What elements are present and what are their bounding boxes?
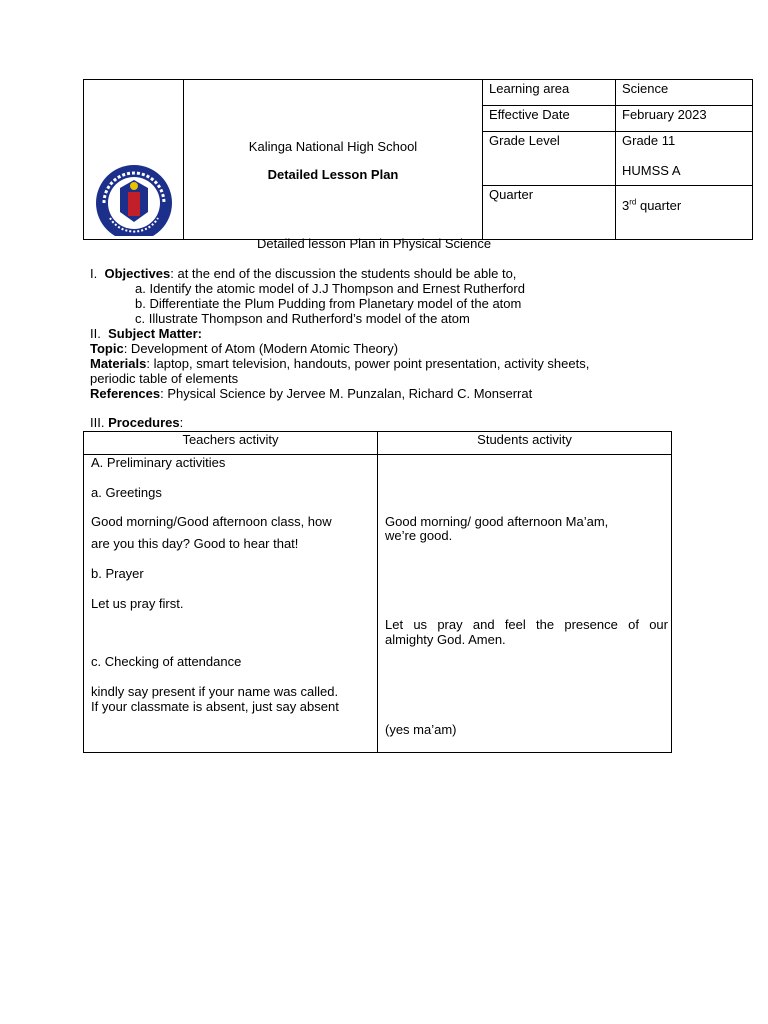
deped-seal-logo — [84, 80, 183, 236]
value-learning-area: Science — [616, 80, 753, 106]
attendance-label: c. Checking of attendance — [91, 654, 242, 669]
teacher-activity-cell — [84, 455, 378, 753]
teacher-attendance-line: If your classmate is absent, just say absent — [91, 699, 339, 714]
teacher-attendance-line: kindly say present if your name was called. — [91, 684, 339, 699]
lesson-plan-title: Detailed Lesson Plan — [267, 167, 399, 182]
prayer-label: b. Prayer — [91, 566, 144, 581]
value-effective-date: February 2023 — [616, 106, 753, 132]
student-attendance-line: (yes ma’am) — [385, 722, 457, 737]
preliminary-activities: A. Preliminary activities — [91, 455, 226, 470]
objective-item: b. Differentiate the Plum Pudding from Planetary model of the atom — [135, 296, 522, 311]
student-greeting-line: Good morning/ good afternoon Ma’am, — [385, 514, 609, 529]
plan-subtitle: Detailed lesson Plan in Physical Science — [257, 236, 492, 251]
objective-item: c. Illustrate Thompson and Rutherford’s model of the atom — [135, 311, 470, 326]
greetings-label: a. Greetings — [91, 485, 162, 500]
label-learning-area: Learning area — [483, 80, 616, 106]
procedures-table — [83, 431, 672, 753]
student-activity-cell — [378, 455, 672, 753]
logo-cell — [84, 80, 184, 240]
references-line: References: Physical Science by Jervee M. Punzalan, Richard C. Monserrat — [90, 386, 533, 401]
objectives-heading: I. Objectives: at the end of the discussion the students should be able to, — [90, 266, 517, 281]
topic-line: Topic: Development of Atom (Modern Atomic Theory) — [90, 341, 399, 356]
school-name: Kalinga National High School — [248, 139, 418, 154]
procedures-heading: III. Procedures: — [90, 415, 184, 430]
teacher-greeting-line: are you this day? Good to hear that! — [91, 536, 299, 551]
materials-line-2: periodic table of elements — [90, 371, 239, 386]
value-quarter: 3rd quarter — [616, 186, 753, 240]
teacher-greeting-line: Good morning/Good afternoon class, how — [91, 514, 332, 529]
school-cell — [184, 80, 483, 240]
teacher-prayer-line: Let us pray first. — [91, 596, 184, 611]
value-grade-level — [616, 132, 753, 186]
label-effective-date: Effective Date — [483, 106, 616, 132]
teacher-column-header: Teachers activity — [84, 432, 378, 455]
student-prayer-line: Let us pray and feel the presence of our — [385, 617, 668, 632]
header-table — [83, 79, 753, 240]
materials-line: Materials: laptop, smart television, handouts, power point presentation, activity sheets, — [90, 356, 590, 371]
subject-matter-heading: II. Subject Matter: — [90, 326, 202, 341]
label-grade-level: Grade Level — [483, 132, 616, 186]
student-greeting-line: we’re good. — [385, 528, 453, 543]
label-quarter: Quarter — [483, 186, 616, 240]
grade-value: Grade 11 — [622, 133, 676, 148]
section-value: HUMSS A — [622, 163, 681, 178]
student-column-header: Students activity — [378, 432, 672, 455]
student-prayer-line: almighty God. Amen. — [385, 632, 506, 647]
objective-item: a. Identify the atomic model of J.J Thompson and Ernest Rutherford — [135, 281, 525, 296]
